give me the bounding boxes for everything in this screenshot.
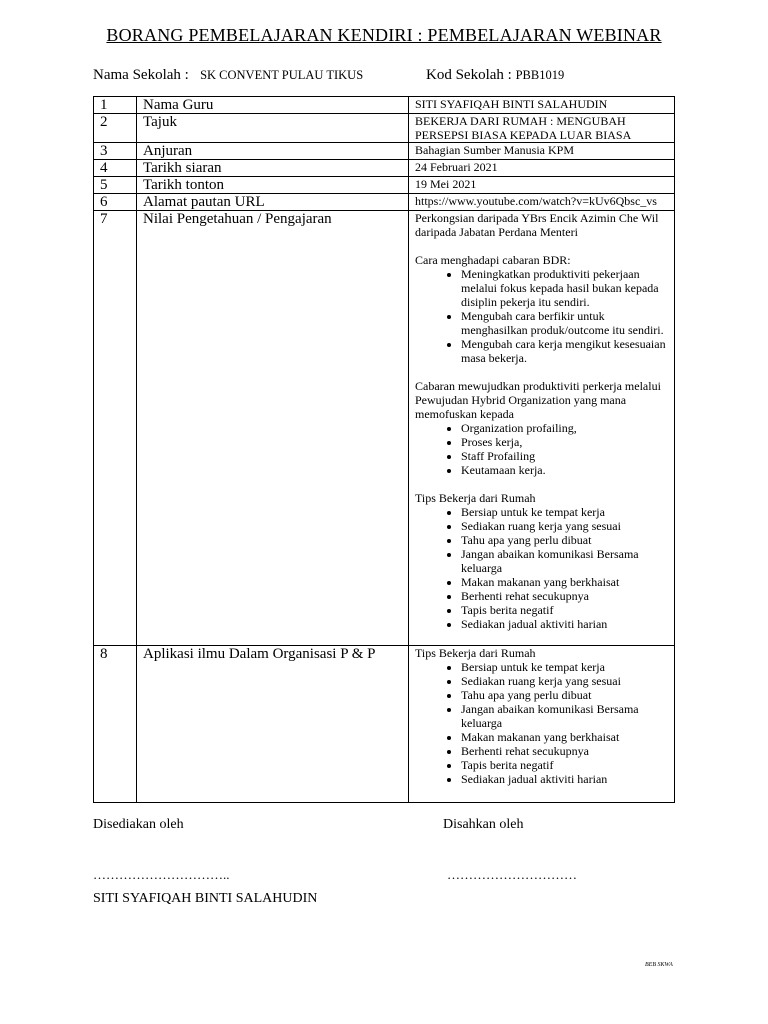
school-info [93, 67, 363, 84]
prepared-by-label: Disediakan oleh [93, 817, 184, 832]
list-item: • Mengubah cara berfikir untuk menghasilkan produk/outcome itu sendiri. [461, 309, 670, 337]
bullet-list [415, 505, 670, 631]
topic-value: BEKERJA DARI RUMAH : MENGUBAH PERSEPSI BIASA KEPADA LUAR BIASA [409, 114, 675, 143]
bullet-list [415, 660, 670, 786]
section-heading: Cabaran mewujudkan produktiviti perkerja melalui Pewujudan Hybrid Organization yang mana memofuskan kepada [415, 379, 661, 421]
list-item: • Jangan abaikan komunikasi Bersama keluarga [461, 702, 670, 730]
url-value: https://www.youtube.com/watch?v=kUv6Qbsc_vs [409, 194, 675, 211]
row-label: Nama Guru [137, 97, 409, 114]
table-row [94, 160, 675, 177]
table-row [94, 143, 675, 160]
list-item: • Jangan abaikan komunikasi Bersama keluarga [461, 547, 670, 575]
row-number: 7 [94, 211, 137, 646]
row-label: Nilai Pengetahuan / Pengajaran [137, 211, 409, 646]
row-number: 5 [94, 177, 137, 194]
section-heading: Tips Bekerja dari Rumah [415, 491, 536, 505]
page-title: BORANG PEMBELAJARAN KENDIRI : PEMBELAJARAN WEBINAR [106, 25, 662, 45]
table-row [94, 97, 675, 114]
list-item: • Sediakan jadual aktiviti harian [461, 617, 670, 631]
list-item: • Proses kerja, [461, 435, 670, 449]
section-heading: Tips Bekerja dari Rumah [415, 646, 536, 660]
row-number: 1 [94, 97, 137, 114]
list-item: • Mengubah cara kerja mengikut kesesuaian masa bekerja. [461, 337, 670, 365]
table-row [94, 114, 675, 143]
row-number: 4 [94, 160, 137, 177]
list-item: • Tahu apa yang perlu dibuat [461, 688, 670, 702]
bullet-list [415, 421, 670, 477]
list-item: • Keutamaan kerja. [461, 463, 670, 477]
organizer-value: Bahagian Sumber Manusia KPM [409, 143, 675, 160]
school-code-label: Kod Sekolah : [426, 67, 512, 83]
list-item: • Bersiap untuk ke tempat kerja [461, 660, 670, 674]
prepared-by-name: SITI SYAFIQAH BINTI SALAHUDIN [93, 891, 318, 906]
school-label: Nama Sekolah : [93, 67, 189, 83]
knowledge-value-cell [409, 211, 675, 646]
school-value: SK CONVENT PULAU TIKUS [200, 68, 364, 82]
row-number: 2 [94, 114, 137, 143]
school-code-info [426, 67, 564, 84]
list-item: • Tahu apa yang perlu dibuat [461, 533, 670, 547]
approved-by-label: Disahkan oleh [443, 817, 524, 832]
bullet-list [415, 267, 670, 365]
section-heading: Cara menghadapi cabaran BDR: [415, 253, 571, 267]
list-item: • Sediakan ruang kerja yang sesuai [461, 674, 670, 688]
table-row [94, 177, 675, 194]
teacher-name-value: SITI SYAFIQAH BINTI SALAHUDIN [409, 97, 675, 114]
row-label: Alamat pautan URL [137, 194, 409, 211]
school-code-value: PBB1019 [515, 68, 565, 82]
list-item: • Makan makanan yang berkhaisat [461, 730, 670, 744]
table-row [94, 646, 675, 803]
webinar-form-table [93, 96, 675, 803]
row-label: Aplikasi ilmu Dalam Organisasi P & P [137, 646, 409, 803]
list-item: • Tapis berita negatif [461, 758, 670, 772]
prepared-signature-line: ………………………….. [93, 867, 230, 882]
row-number: 6 [94, 194, 137, 211]
row-label: Tarikh tonton [137, 177, 409, 194]
intro-text: Perkongsian daripada YBrs Encik Azimin Che Wil daripada Jabatan Perdana Menteri [415, 211, 659, 239]
broadcast-date-value: 24 Februari 2021 [409, 160, 675, 177]
table-row [94, 211, 675, 646]
row-label: Tarikh siaran [137, 160, 409, 177]
list-item: • Bersiap untuk ke tempat kerja [461, 505, 670, 519]
row-label: Tajuk [137, 114, 409, 143]
list-item: • Makan makanan yang berkhaisat [461, 575, 670, 589]
list-item: • Meningkatkan produktiviti pekerjaan melalui fokus kepada hasil bukan kepada disiplin pekerja itu sendiri. [461, 267, 670, 309]
list-item: • Berhenti rehat secukupnya [461, 589, 670, 603]
list-item: • Sediakan jadual aktiviti harian [461, 772, 670, 786]
list-item: • Staff Profailing [461, 449, 670, 463]
approved-signature-line: ………………………… [447, 867, 577, 882]
list-item: • Organization profailing, [461, 421, 670, 435]
list-item: • Berhenti rehat secukupnya [461, 744, 670, 758]
list-item: • Tapis berita negatif [461, 603, 670, 617]
row-number: 8 [94, 646, 137, 803]
footer-stamp: BEB SKWA [645, 962, 673, 968]
list-item: • Sediakan ruang kerja yang sesuai [461, 519, 670, 533]
watch-date-value: 19 Mei 2021 [409, 177, 675, 194]
row-label: Anjuran [137, 143, 409, 160]
application-value-cell [409, 646, 675, 803]
row-number: 3 [94, 143, 137, 160]
table-row [94, 194, 675, 211]
